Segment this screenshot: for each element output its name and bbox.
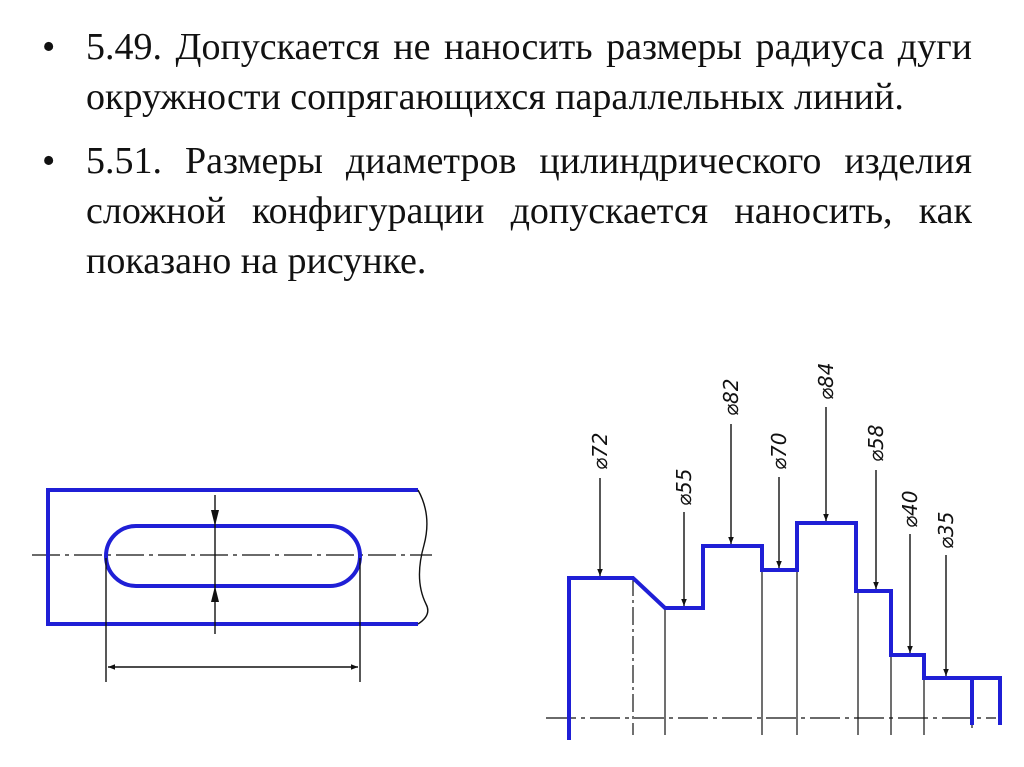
- slot-outline: [106, 526, 360, 586]
- dim-label-84: ⌀84: [814, 362, 838, 400]
- stepped-shaft-drawing: [546, 363, 1000, 741]
- bullet-text: 5.51. Размеры диаметров цилиндрического изделия сложной конфигурации допускается наносить, как показано на рисунке.: [86, 140, 972, 282]
- shaft-outline: [569, 523, 1000, 740]
- plate-outline: [48, 490, 418, 624]
- bullet-marker: •: [42, 26, 56, 68]
- dim-label-82: ⌀82: [719, 378, 743, 416]
- bullet-marker: •: [42, 140, 56, 182]
- bullet-text: 5.49. Допускается не наносить размеры радиуса дуги окружности сопрягающихся параллельных линий.: [86, 26, 972, 118]
- slot-drawing: [32, 490, 432, 682]
- slot-dim-arrow-top: [211, 510, 219, 526]
- slot-dim-arrow-bottom: [211, 586, 219, 602]
- dim-label-70: ⌀70: [767, 432, 791, 470]
- dim-label-55: ⌀55: [672, 468, 696, 506]
- dim-label-35: ⌀35: [934, 511, 958, 549]
- dim-label-72: ⌀72: [588, 432, 612, 470]
- dim-label-40: ⌀40: [898, 490, 922, 528]
- dim-label-58: ⌀58: [864, 424, 888, 462]
- plate-break-line: [418, 490, 428, 624]
